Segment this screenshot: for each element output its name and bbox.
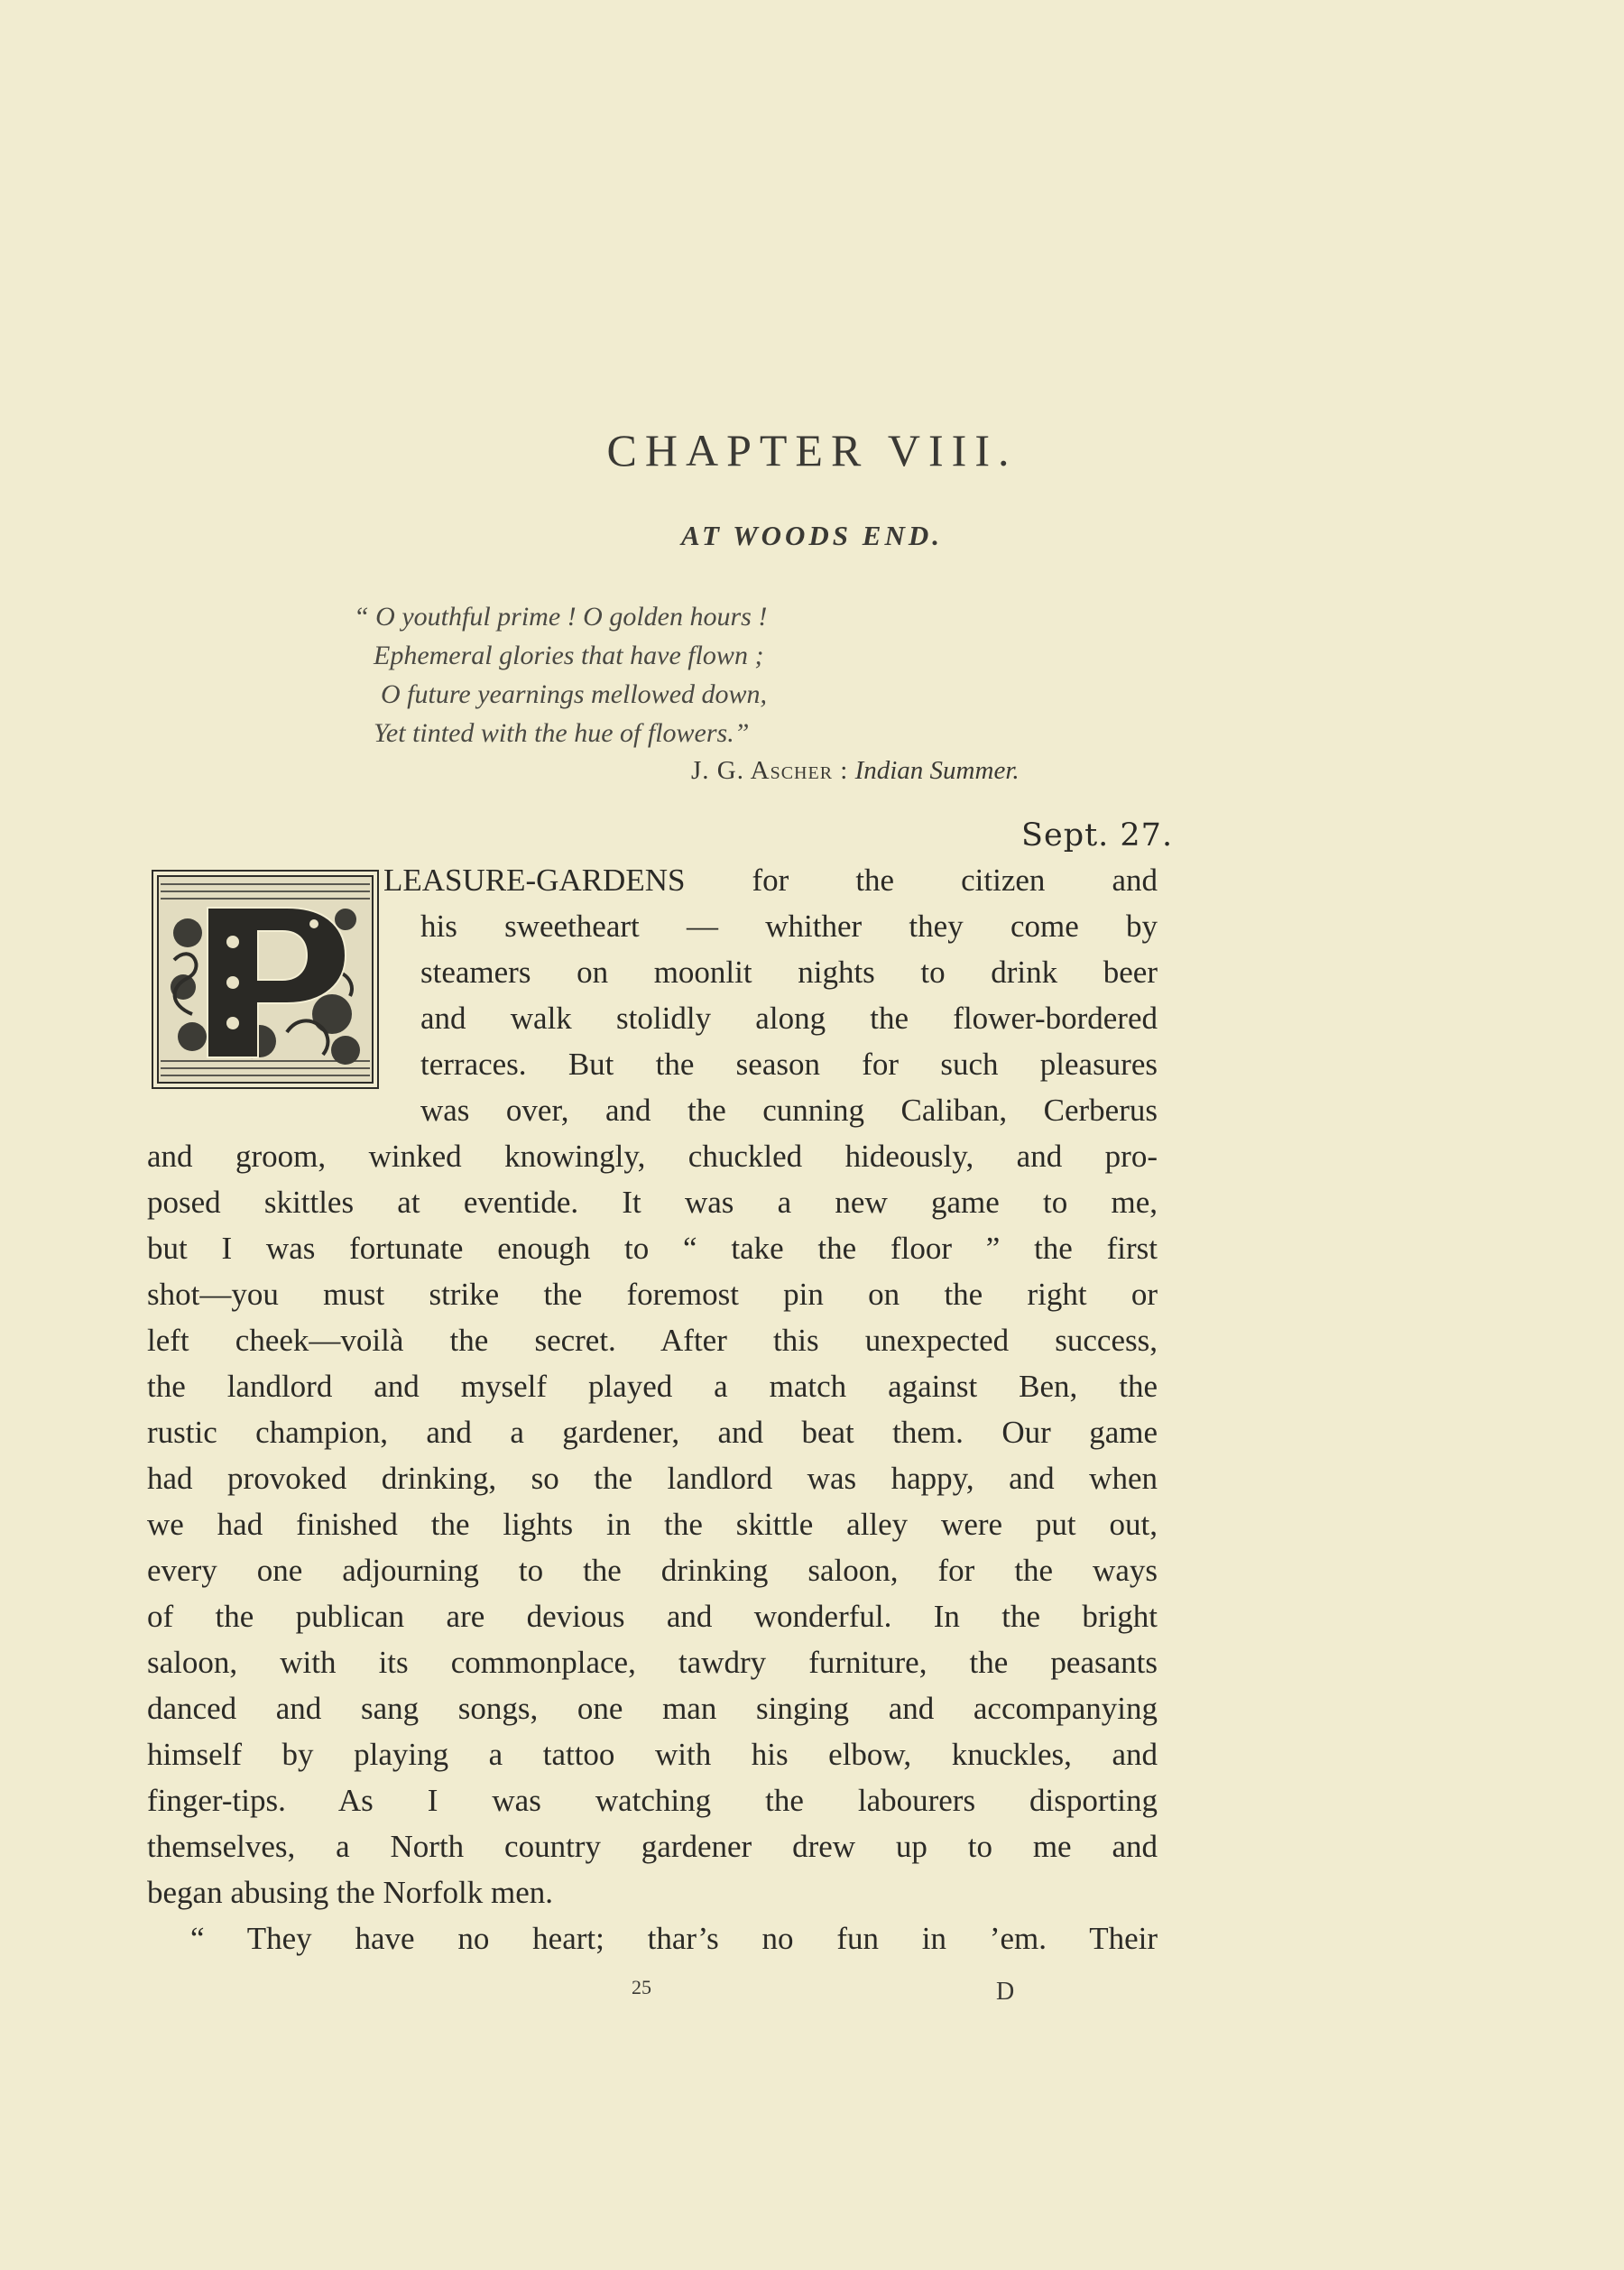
body-line: finger-tips. As I was watching the labourers disporting <box>147 1783 1158 1818</box>
body-line: every one adjourning to the drinking saloon, for the ways <box>147 1553 1158 1588</box>
chapter-subtitle: AT WOODS END. <box>680 520 943 551</box>
page-number: 25 <box>632 1976 651 1998</box>
body-line: and groom, winked knowingly, chuckled hideously, and pro- <box>147 1139 1158 1174</box>
body-line: his sweetheart — whither they come by <box>420 909 1158 944</box>
epigraph-line: O future yearnings mellowed down, <box>381 679 768 709</box>
body-line: terraces. But the season for such pleasures <box>420 1047 1158 1082</box>
body-line: posed skittles at eventide. It was a new game to me, <box>147 1185 1158 1220</box>
body-line: the landlord and myself played a match against Ben, the <box>147 1369 1158 1404</box>
body-line: began abusing the Norfolk men. <box>147 1875 554 1910</box>
epigraph-work: Indian Summer. <box>854 756 1020 785</box>
body-line: themselves, a North country gardener drew up to me and <box>147 1829 1158 1864</box>
body-line: and walk stolidly along the flower-bordered <box>420 1001 1158 1036</box>
epigraph-line: Ephemeral glories that have flown ; <box>374 641 764 670</box>
signature-mark: D <box>996 1978 1015 2006</box>
body-line: of the publican are devious and wonderful. In the bright <box>147 1599 1158 1634</box>
diary-date: Sept. 27. <box>1021 817 1174 854</box>
body-line: himself by playing a tattoo with his elbow, knuckles, and <box>147 1737 1158 1772</box>
chapter-title: CHAPTER VIII. <box>606 425 1018 475</box>
body-line: shot—you must strike the foremost pin on the right or <box>147 1277 1158 1312</box>
body-line: LEASURE-GARDENS for the citizen and <box>383 863 1158 898</box>
body-line: “ They have no heart; thar’s no fun in ’em. Their <box>190 1921 1158 1956</box>
body-line: danced and sang songs, one man singing and accompanying <box>147 1691 1158 1726</box>
epigraph-author: J. G. Ascher : <box>691 756 849 785</box>
body-line: left cheek—voilà the secret. After this unexpected success, <box>147 1323 1158 1358</box>
body-line: rustic champion, and a gardener, and beat them. Our game <box>147 1415 1158 1450</box>
body-line: steamers on moonlit nights to drink beer <box>420 955 1158 990</box>
epigraph-attribution <box>691 756 1020 786</box>
epigraph <box>354 597 1166 752</box>
body-line: but I was fortunate enough to “ take the floor ” the first <box>147 1231 1158 1266</box>
body-text <box>147 857 1158 1961</box>
body-line: was over, and the cunning Caliban, Cerberus <box>420 1093 1158 1128</box>
body-line: had provoked drinking, so the landlord was happy, and when <box>147 1461 1158 1496</box>
epigraph-line: “ O youthful prime ! O golden hours ! <box>354 602 768 632</box>
body-line: we had finished the lights in the skittle alley were put out, <box>147 1507 1158 1542</box>
body-line: saloon, with its commonplace, tawdry furniture, the peasants <box>147 1645 1158 1680</box>
epigraph-line: Yet tinted with the hue of flowers.” <box>374 718 750 748</box>
